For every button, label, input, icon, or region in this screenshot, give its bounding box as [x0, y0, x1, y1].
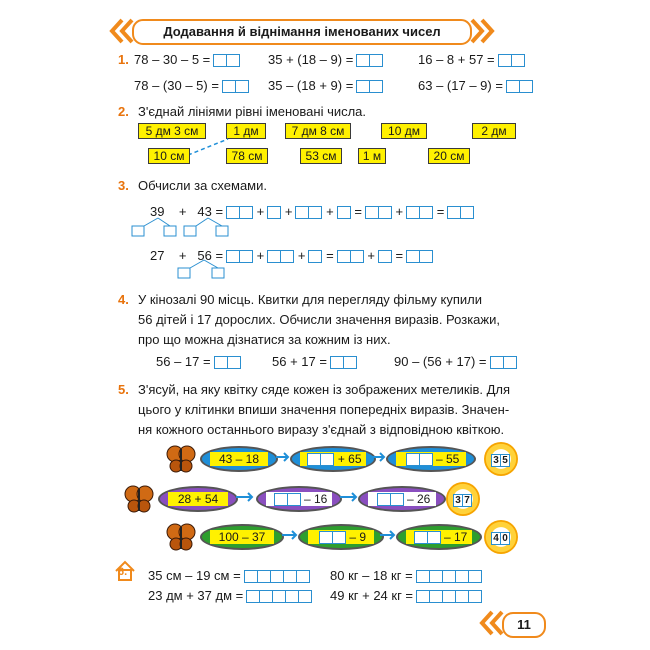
chain3-step-2: – 9: [308, 530, 374, 544]
measure-label-top-3[interactable]: 7 дм 8 см: [285, 123, 351, 139]
task5-line-2: цього у клітинки впиши значення попередніх виразів. Значен-: [138, 402, 510, 417]
answer-boxes[interactable]: [356, 54, 383, 67]
task6-expr-2: 80 кг – 18 кг =: [330, 568, 482, 583]
task4-line-1: У кінозалі 90 місць. Квитки для перегляду фільму купили: [138, 292, 483, 307]
chain1-ellipse-1: [200, 446, 278, 472]
task4-line-2: 56 дітей і 17 дорослих. Обчисли значення виразів. Розкажи,: [138, 312, 500, 327]
chain2-step-2: – 16: [266, 492, 332, 506]
answer-boxes[interactable]: [414, 531, 441, 544]
measure-label-bottom-2[interactable]: 78 см: [226, 148, 268, 164]
measure-label-bottom-1[interactable]: 10 см: [148, 148, 190, 164]
task2-number: 2.: [118, 104, 129, 119]
chain1-step-3: – 55: [396, 452, 466, 466]
answer-boxes[interactable]: [447, 206, 474, 219]
measure-label-top-2[interactable]: 1 дм: [226, 123, 266, 139]
chain2-ellipse-1: [158, 486, 238, 512]
chain2-ellipse-2: [256, 486, 342, 512]
chain1-ellipse-3: [386, 446, 476, 472]
flower-icon[interactable]: 4 0: [484, 520, 518, 554]
task4-line-3: про що можна дізнатися за кожним із них.: [138, 332, 391, 347]
task1-expr-3: 16 – 8 + 57 =: [418, 52, 525, 67]
answer-boxes[interactable]: [406, 206, 433, 219]
chain1-expr: 43 – 18: [210, 452, 268, 466]
chain3-step-3: – 17: [406, 530, 472, 544]
answer-boxes[interactable]: [416, 570, 482, 583]
measure-label-top-4[interactable]: 10 дм: [381, 123, 427, 139]
answer-boxes[interactable]: [356, 80, 383, 93]
task3-row1: 39 + 43 = + + + = + =: [150, 204, 474, 219]
measure-label-bottom-3[interactable]: 53 см: [300, 148, 342, 164]
task6-expr-3: 23 дм + 37 дм =: [148, 588, 312, 603]
measure-label-top-5[interactable]: 2 дм: [472, 123, 516, 139]
answer-boxes[interactable]: [406, 250, 433, 263]
task4-expr-1: 56 – 17 =: [156, 354, 241, 369]
answer-boxes[interactable]: [406, 453, 433, 466]
measure-label-bottom-4[interactable]: 1 м: [358, 148, 386, 164]
arrow-icon: [276, 452, 290, 462]
chain2-expr: 28 + 54: [168, 492, 228, 506]
chain2-ellipse-3: [358, 486, 446, 512]
answer-boxes[interactable]: [308, 250, 322, 263]
answer-boxes[interactable]: [213, 54, 240, 67]
flower-icon[interactable]: 3 7: [446, 482, 480, 516]
task1-number: 1.: [118, 52, 129, 67]
answer-boxes[interactable]: [295, 206, 322, 219]
answer-boxes[interactable]: [498, 54, 525, 67]
connecting-dashed-line: [186, 136, 230, 158]
page-number: 11: [502, 612, 546, 638]
task6-number: 6.: [118, 566, 128, 578]
task3-number: 3.: [118, 178, 129, 193]
task5-number: 5.: [118, 382, 129, 397]
answer-boxes[interactable]: [246, 590, 312, 603]
answer-boxes[interactable]: [214, 356, 241, 369]
arrow-icon: [282, 530, 298, 540]
task3-instruction: Обчисли за схемами.: [138, 178, 267, 193]
chain3-ellipse-3: [396, 524, 482, 550]
answer-boxes[interactable]: [267, 206, 281, 219]
answer-boxes[interactable]: [222, 80, 249, 93]
task4-expr-2: 56 + 17 =: [272, 354, 357, 369]
chain3-ellipse-2: [298, 524, 384, 550]
answer-boxes[interactable]: [274, 493, 301, 506]
chain1-ellipse-2: [290, 446, 376, 472]
task1-expr-1: 78 – 30 – 5 =: [134, 52, 240, 67]
task1-expr-2: 35 + (18 – 9) =: [268, 52, 383, 67]
butterfly-icon: [124, 484, 154, 514]
answer-boxes[interactable]: [337, 250, 364, 263]
task1-expr-4: 78 – (30 – 5) =: [134, 78, 249, 93]
measure-label-top-1[interactable]: 5 дм 3 см: [138, 123, 206, 139]
task1-expr-6: 63 – (17 – 9) =: [418, 78, 533, 93]
arrow-icon: [236, 492, 254, 502]
task5-line-3: ня кожного останнього виразу з'єднай з відповідною квіткою.: [138, 422, 505, 437]
answer-boxes[interactable]: [365, 206, 392, 219]
answer-boxes[interactable]: [337, 206, 351, 219]
chain1-step-2: + 65: [300, 452, 366, 466]
answer-boxes[interactable]: [307, 453, 334, 466]
answer-boxes[interactable]: [378, 250, 392, 263]
measure-label-bottom-5[interactable]: 20 см: [428, 148, 470, 164]
task4-expr-3: 90 – (56 + 17) =: [394, 354, 517, 369]
task1-expr-5: 35 – (18 + 9) =: [268, 78, 383, 93]
answer-boxes[interactable]: [377, 493, 404, 506]
task6-expr-1: 35 см – 19 см =: [148, 568, 310, 583]
answer-boxes[interactable]: [330, 356, 357, 369]
answer-boxes[interactable]: [506, 80, 533, 93]
decomposition-scheme-2: [176, 258, 236, 280]
task2-instruction: З'єднай лініями рівні іменовані числа.: [138, 104, 367, 119]
answer-boxes[interactable]: [244, 570, 310, 583]
butterfly-icon: [166, 444, 196, 474]
arrow-icon: [340, 492, 358, 502]
page-title: Додавання й віднімання іменованих чисел: [163, 24, 441, 39]
task6-expr-4: 49 кг + 24 кг =: [330, 588, 482, 603]
answer-boxes[interactable]: [490, 356, 517, 369]
chain3-ellipse-1: [200, 524, 284, 550]
task5-line-1: З'ясуй, на яку квітку сяде кожен із зображених метеликів. Для: [138, 382, 511, 397]
butterfly-icon: [166, 522, 196, 552]
arrow-icon: [380, 530, 396, 540]
answer-boxes[interactable]: [416, 590, 482, 603]
chain3-expr: 100 – 37: [210, 530, 274, 544]
task4-number: 4.: [118, 292, 129, 307]
answer-boxes[interactable]: [319, 531, 346, 544]
arrow-icon: [372, 452, 386, 462]
decomposition-scheme-1: [128, 216, 238, 238]
flower-icon[interactable]: 3 5: [484, 442, 518, 476]
task3-row2: 27 + 56 = + + = + =: [150, 248, 433, 263]
answer-boxes[interactable]: [267, 250, 294, 263]
chain2-step-3: – 26: [368, 492, 436, 506]
title-bar: [132, 19, 472, 45]
